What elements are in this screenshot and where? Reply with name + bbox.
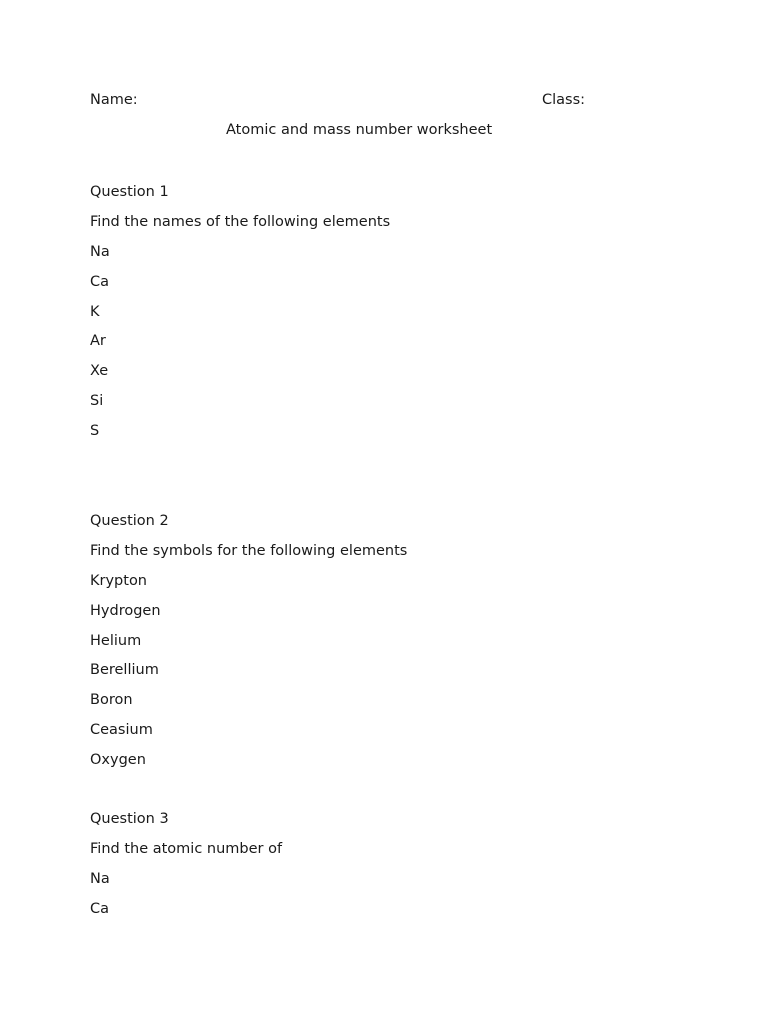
question-heading: Question 2	[90, 513, 169, 529]
list-item: Oxygen	[90, 752, 146, 769]
list-item: Ceasium	[90, 722, 153, 739]
list-item: Krypton	[90, 572, 148, 589]
list-item: Boron	[90, 692, 133, 709]
list-item: Ca	[90, 900, 110, 917]
question-3	[90, 809, 282, 929]
header-row	[90, 92, 690, 112]
question-heading: Question 1	[90, 184, 169, 200]
class-label: Class:	[542, 92, 586, 108]
list-item: Ar	[90, 333, 106, 350]
list-item: Si	[90, 393, 104, 410]
list-item: K	[90, 303, 100, 320]
name-label: Name:	[90, 92, 138, 108]
list-item: Ca	[90, 273, 110, 290]
list-item: S	[90, 423, 100, 440]
question-2	[90, 511, 407, 780]
worksheet-title: Atomic and mass number worksheet	[226, 122, 493, 138]
list-item: Xe	[90, 363, 109, 380]
question-heading: Question 3	[90, 811, 169, 827]
question-instruction: Find the atomic number of	[90, 840, 283, 857]
question-1	[90, 182, 390, 451]
list-item: Na	[90, 243, 110, 260]
list-item: Na	[90, 870, 110, 887]
list-item: Berellium	[90, 662, 159, 679]
list-item: Helium	[90, 632, 142, 649]
list-item: Hydrogen	[90, 602, 161, 619]
question-instruction: Find the names of the following elements	[90, 213, 391, 230]
question-instruction: Find the symbols for the following elements	[90, 542, 408, 559]
